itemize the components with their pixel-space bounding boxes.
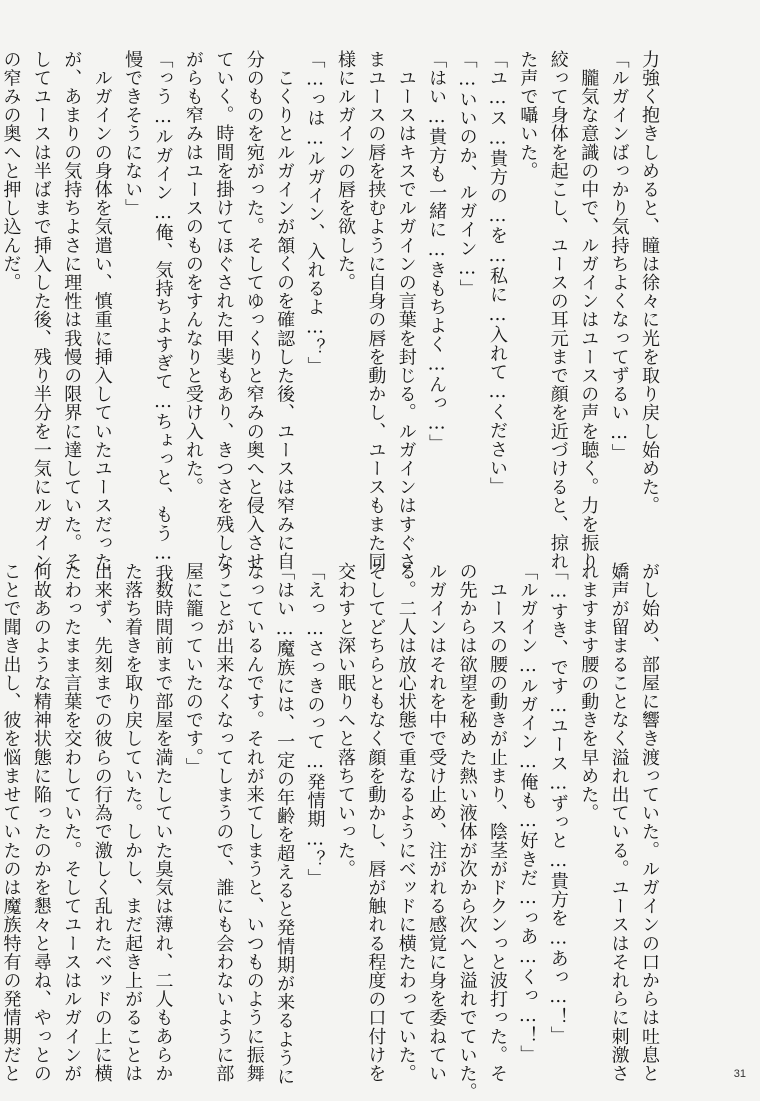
page-number: 31 [733,1068,746,1080]
text-line: ルガインはそれを中で受け止め、注がれる感覚に身を委ねてい [426,562,448,1083]
top-text-block [0,50,664,583]
text-line: 「ユ…ス…貴方の…を…私に…入れて…ください」 [486,50,508,496]
text-line: た声で囁いた。 [517,50,539,181]
text-line: 数時間前まで部屋を満たしていた臭気は薄れ、二人もあらか [152,562,174,1083]
text-line: 「はい…貴方も一緒に…きもちよく…んっ…」 [426,50,448,453]
text-line: こくりとルガインが頷くのを確認した後、ユースは窄みに自 [274,50,296,571]
text-line: してユースは半ばまで挿入した後、残り半分を一気にルガイン [30,50,52,571]
text-line: たわったまま言葉を交わしていた。そしてユースはルガインが [61,562,83,1083]
text-line: 出来ず、先刻までの彼らの行為で激しく乱れたベッドの上に横 [91,562,113,1083]
text-line: 「…っは…ルガイン、入れるよ…？」 [304,50,326,376]
text-line: がらも窄みはユースのものをすんなりと受け入れた。 [182,50,204,497]
text-line: が、あまりの気持ちよさに理性は我慢の限界に達していた。そ [61,50,83,571]
text-line: れますます腰の動きを早めた。 [578,562,600,823]
text-line: まユースの唇を挟むように自身の唇を動かし、ユースもまた同 [365,50,387,571]
text-line: 「えっ…さっきのって…発情期…？」 [304,562,326,888]
text-line: 「っう…ルガイン…俺、気持ちよすぎて…ちょっと、もう…我 [152,50,174,583]
text-line: た落ち着きを取り戻していた。しかし、まだ起き上がることは [122,562,144,1083]
text-line: 分のものを宛がった。そしてゆっくりと窄みの奥へと侵入させ [243,50,265,571]
text-line: そしてどちらともなく顔を動かし、唇が触れる程度の口付けを [365,562,387,1083]
text-line: 嬌声が留まることなく溢れ出ている。ユースはそれらに刺激さ [608,562,630,1083]
text-line: 「ルガイン…ルガイン…俺も…好きだ…っあ…くっ…！」 [517,562,539,1064]
text-line: 慢できそうにない」 [122,50,144,218]
text-line: 屋に籠っていたのです。」 [182,562,204,777]
text-line: なっているんです。それが来てしまうと、いつものように振舞 [243,562,265,1083]
text-line: 交わすと深い眠りへと落ちていった。 [334,562,356,879]
text-line: ユースの腰の動きが止まり、陰茎がドクンっと波打った。そ [486,562,508,1083]
text-line: 力強く抱きしめると、瞳は徐々に光を取り戻し始めた。 [639,50,660,515]
text-line: がし始め、部屋に響き渡っていた。ルガインの口からは吐息と [639,562,660,1083]
text-line: 絞って身体を起こし、ユースの耳元まで顔を近づけると、掠れ [547,50,569,571]
text-line: る。二人は放心状態で重なるようにベッドに横たわっていた。 [395,562,417,1083]
text-line: 「ルガインばっかり気持ちよくなってずるい…」 [608,50,630,463]
text-line: 朧気な意識の中で、ルガインはユースの声を聴く。力を振り [578,50,600,571]
text-line: ことで聞き出し、彼を悩ませていたのは魔族特有の発情期だと [0,562,22,1083]
text-line: 「…すき、です…ユース…ずっと…貴方を…あっ…！」 [547,562,569,1045]
text-line: 「はい…魔族には、一定の年齢を超えると発情期が来るように [274,562,296,1086]
text-line: ユースはキスでルガインの言葉を封じる。ルガインはすぐさ [395,50,417,571]
text-line: の窄みの奥へと押し込んだ。 [0,50,22,292]
bottom-text-block [0,562,664,1101]
text-line: 様にルガインの唇を欲した。 [334,50,356,292]
text-line: の先からは欲望を秘めた熱い液体が次から次へと溢れでていた。 [456,562,478,1101]
text-line: うことが出来なくなってしまうので、誰にも会わないように部 [213,562,235,1083]
text-line: 何故あのような精神状態に陥ったのかを懇々と尋ね、やっとの [30,562,52,1083]
text-line: 「…いいのか、ルガイン…」 [456,50,478,298]
text-line: ていく。時間を掛けてほぐされた甲斐もあり、きつさを残しな [213,50,235,571]
text-line: ルガインの身体を気遣い、慎重に挿入していたユースだった [91,50,113,571]
